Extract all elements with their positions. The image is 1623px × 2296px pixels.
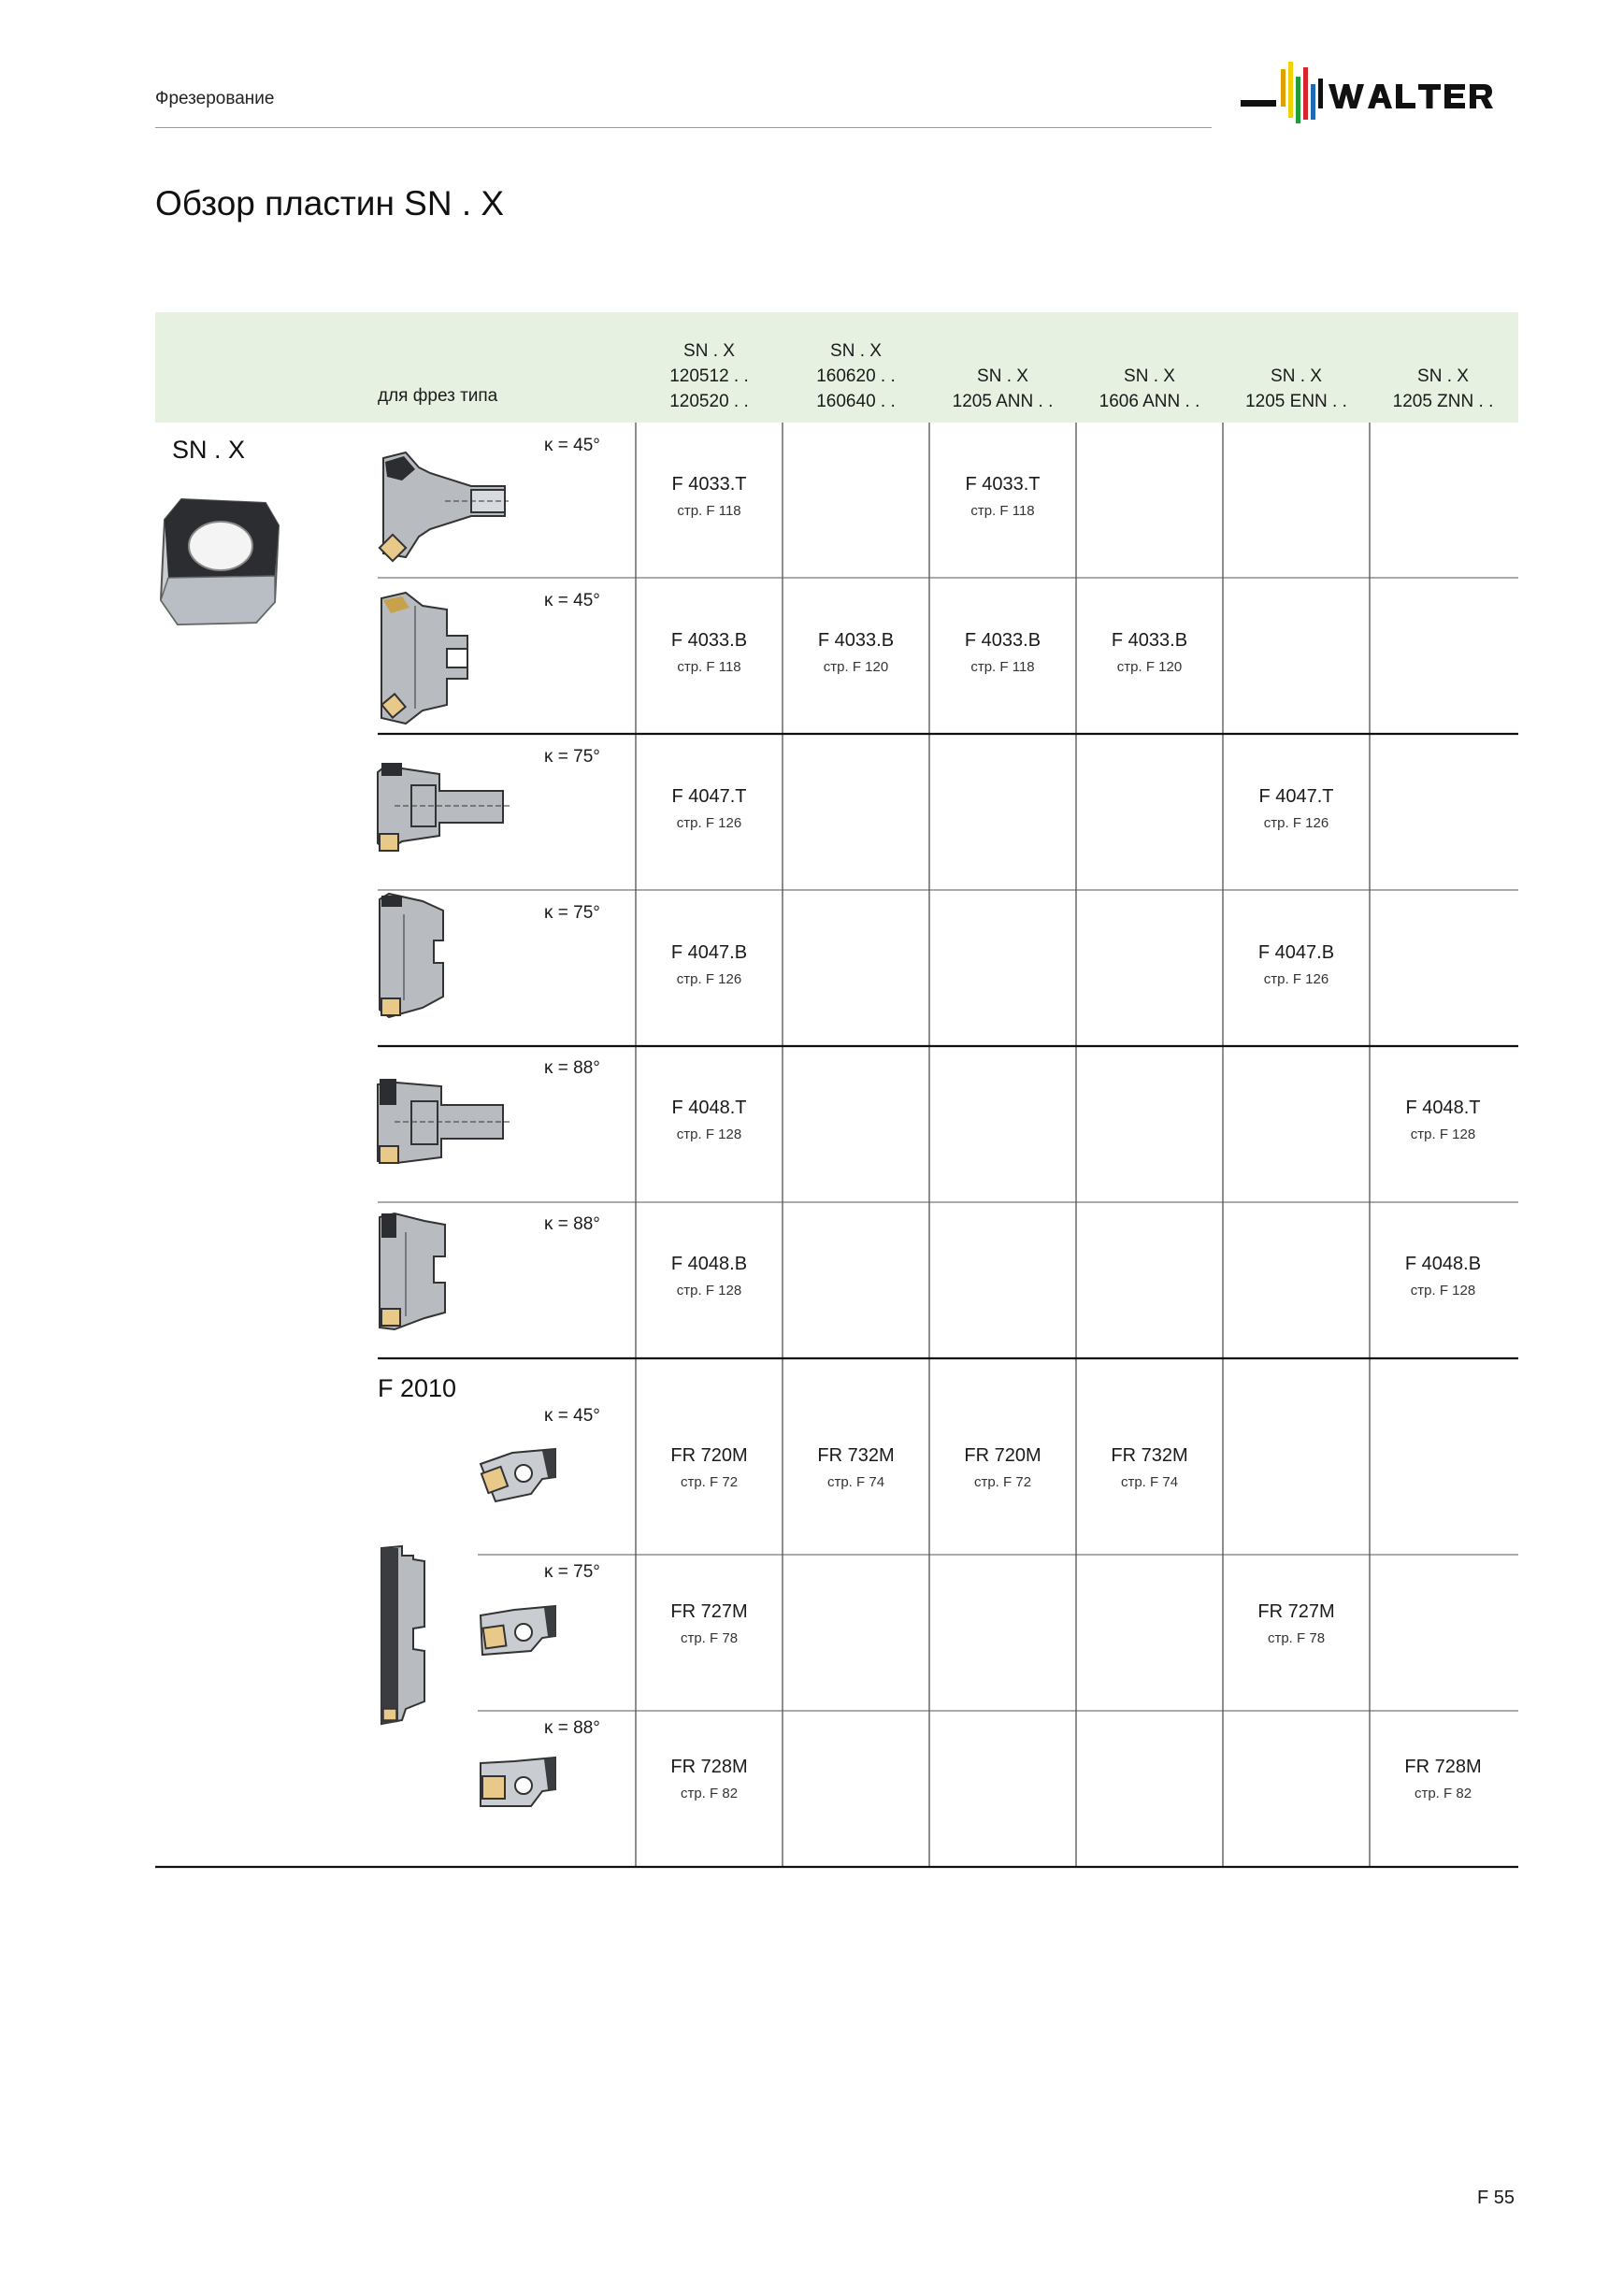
column-header-line: SN . X (1417, 366, 1469, 386)
column-header-line: SN . X (683, 341, 735, 361)
cutter-code: FR 727M (1257, 1601, 1335, 1622)
page-reference: стр. F 126 (676, 815, 742, 831)
page-reference: стр. F 72 (973, 1474, 1032, 1490)
page-reference: стр. F 82 (1414, 1786, 1472, 1801)
cutter-code: FR 732M (1111, 1445, 1188, 1466)
page-reference: стр. F 126 (676, 971, 742, 987)
page-reference: стр. F 128 (1410, 1283, 1476, 1299)
column-header-line: 1606 ANN . . (1099, 392, 1200, 411)
page-reference: стр. F 118 (677, 503, 741, 519)
page-reference: стр. F 128 (1410, 1126, 1476, 1142)
cutter-code: FR 732M (817, 1445, 895, 1466)
page-reference: стр. F 120 (823, 659, 889, 675)
page-title: Обзор пластин SN . X (155, 184, 505, 222)
page-reference: стр. F 118 (677, 659, 741, 675)
breadcrumb: Фрезерование (155, 89, 275, 108)
table-cell (1223, 1600, 1370, 1649)
cutter-code: F 4033.B (1111, 630, 1188, 651)
page-reference: стр. F 82 (680, 1786, 739, 1801)
f2010-cutter-image (378, 1543, 434, 1729)
page-reference: стр. F 120 (1116, 659, 1183, 675)
column-header-line: 1205 ANN . . (952, 392, 1054, 411)
cutter-code: F 4033.T (671, 474, 747, 495)
kappa-label: κ = 45° (544, 436, 600, 455)
column-header-line: 120512 . . (669, 366, 749, 386)
kappa-label: κ = 75° (544, 903, 600, 923)
table-cell (1076, 1444, 1223, 1493)
table-cell (1370, 1253, 1516, 1301)
cutter-code: F 4048.T (671, 1098, 747, 1118)
column-header-line: SN . X (830, 341, 882, 361)
page-reference: стр. F 126 (1263, 971, 1329, 987)
cutter-code: F 4033.B (670, 630, 748, 651)
page-reference: стр. F 128 (676, 1126, 742, 1142)
cassette-image (477, 1748, 570, 1815)
cutter-code: F 4047.T (671, 786, 747, 807)
page-reference: стр. F 74 (1120, 1474, 1179, 1490)
row-header-label: для фрез типа (378, 386, 498, 406)
column-header-line: 1205 ZNN . . (1392, 392, 1494, 411)
column-header-line: SN . X (977, 366, 1028, 386)
table-cell (1370, 1756, 1516, 1804)
column-header-line: 160640 . . (816, 392, 896, 411)
cutter-image (378, 587, 518, 727)
table-cell (636, 785, 783, 834)
table-cell (636, 1097, 783, 1145)
table-cell (636, 629, 783, 678)
cutter-code: F 4048.B (1404, 1254, 1482, 1274)
kappa-label: κ = 88° (544, 1718, 600, 1738)
page-reference: стр. F 126 (1263, 815, 1329, 831)
cutter-code: FR 727M (670, 1601, 748, 1622)
table-cell (636, 941, 783, 990)
page-reference: стр. F 118 (970, 503, 1035, 519)
page-reference: стр. F 78 (680, 1630, 739, 1646)
table-cell (636, 473, 783, 522)
table-cell (929, 1444, 1076, 1493)
table-cell (1370, 1097, 1516, 1145)
cassette-image (477, 1595, 570, 1662)
table-cell (1076, 629, 1223, 678)
page-reference: стр. F 78 (1267, 1630, 1326, 1646)
kappa-label: κ = 88° (544, 1058, 600, 1078)
kappa-label: κ = 75° (544, 1562, 600, 1582)
column-header-line: 1205 ENN . . (1245, 392, 1347, 411)
column-header-line: SN . X (1271, 366, 1322, 386)
cutter-code: F 4047.T (1258, 786, 1334, 807)
kappa-label: κ = 88° (544, 1214, 600, 1234)
column-header-line: SN . X (1124, 366, 1175, 386)
kappa-label: κ = 75° (544, 747, 600, 767)
cutter-code: F 4033.B (817, 630, 895, 651)
cutter-code: FR 728M (670, 1757, 748, 1777)
table-cell (636, 1253, 783, 1301)
column-header-line: 160620 . . (816, 366, 896, 386)
cutter-image (374, 1068, 514, 1180)
kappa-label: κ = 45° (544, 1406, 600, 1426)
cutter-image (374, 748, 514, 860)
cutter-code: FR 720M (670, 1445, 748, 1466)
page-reference: стр. F 72 (680, 1474, 739, 1490)
cutter-code: FR 720M (964, 1445, 1041, 1466)
cutter-code: F 4033.B (964, 630, 1041, 651)
cutter-code: F 4048.B (670, 1254, 748, 1274)
table-cell (636, 1600, 783, 1649)
group-label: SN . X (172, 436, 246, 464)
page-reference: стр. F 118 (970, 659, 1035, 675)
table-cell (1223, 941, 1370, 990)
page-reference: стр. F 74 (826, 1474, 885, 1490)
table-cell (783, 1444, 929, 1493)
cutter-image (376, 886, 507, 1026)
cutter-code: F 4048.T (1405, 1098, 1481, 1118)
cassette-image (477, 1440, 570, 1507)
page-number: F 55 (1477, 2188, 1515, 2208)
cutter-image (378, 439, 518, 574)
table-cell (636, 1444, 783, 1493)
table-cell (929, 629, 1076, 678)
page-reference: стр. F 128 (676, 1283, 742, 1299)
cutter-code: FR 728M (1404, 1757, 1482, 1777)
cutter-code: F 4033.T (965, 474, 1041, 495)
cutter-code: F 4047.B (670, 942, 748, 963)
insert-sn-x-image (155, 492, 286, 630)
table-cell (636, 1756, 783, 1804)
cutter-image (376, 1204, 507, 1344)
group-label: F 2010 (378, 1374, 457, 1402)
table-cell (1223, 785, 1370, 834)
table-cell (929, 473, 1076, 522)
cutter-code: F 4047.B (1257, 942, 1335, 963)
kappa-label: κ = 45° (544, 591, 600, 610)
table-cell (783, 629, 929, 678)
column-header-line: 120520 . . (669, 392, 749, 411)
